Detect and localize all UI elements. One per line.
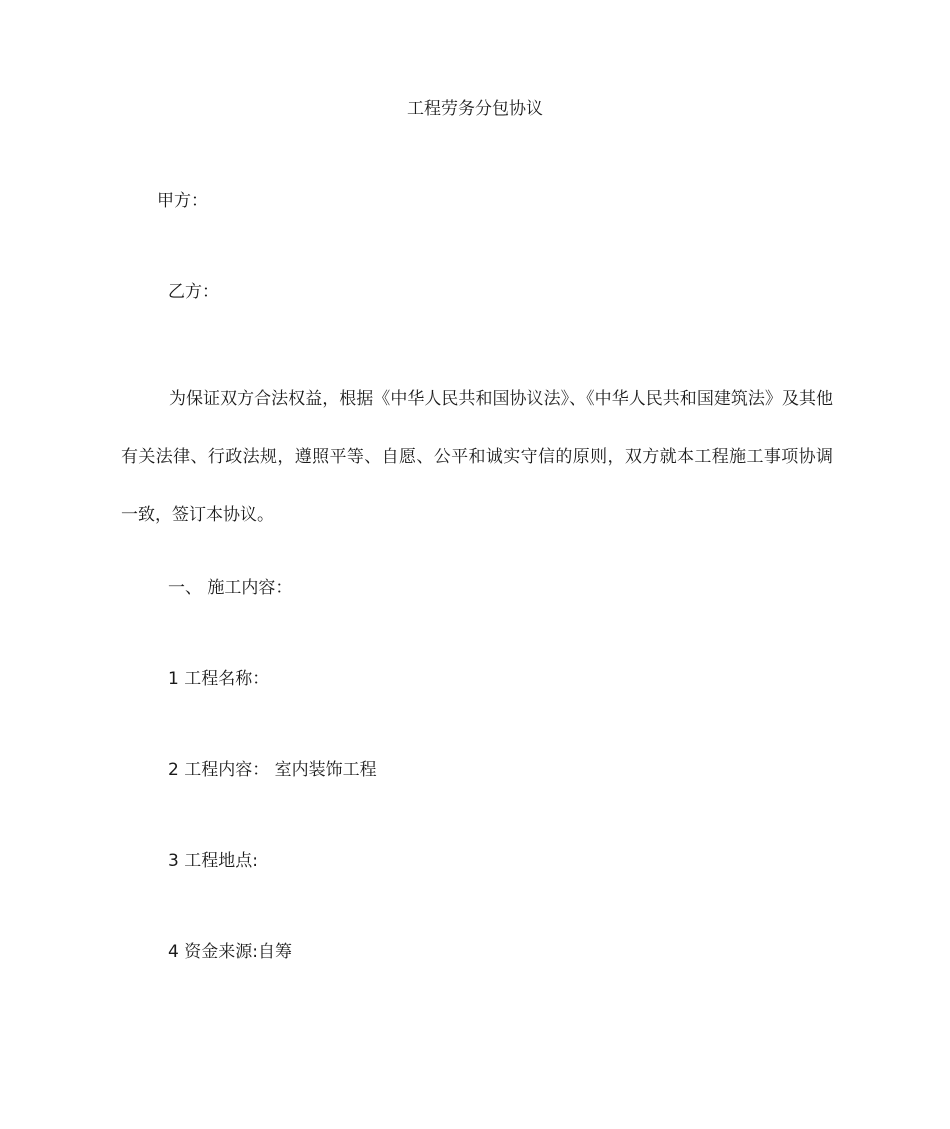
party-b-label: 乙方：	[168, 282, 219, 302]
intro-paragraph: 为保证双方合法权益，根据《中华人民共和国协议法》、《中华人民共和国建筑法》及其他有关法律、行政法规，遵照平等、自愿、公平和诚实守信的原则，双方就本工程施工事项协调一致，签订本协议。	[121, 389, 833, 525]
item-project-name: 1 工程名称：	[168, 669, 270, 689]
party-a-label: 甲方：	[157, 191, 208, 211]
section-heading-construction-content: 一、 施工内容：	[168, 578, 293, 598]
document-title: 工程劳务分包协议	[407, 99, 543, 119]
item-funding-source: 4 资金来源:自筹	[168, 942, 292, 962]
item-project-content: 2 工程内容： 室内装饰工程	[168, 760, 377, 780]
item-project-location: 3 工程地点:	[168, 851, 258, 871]
